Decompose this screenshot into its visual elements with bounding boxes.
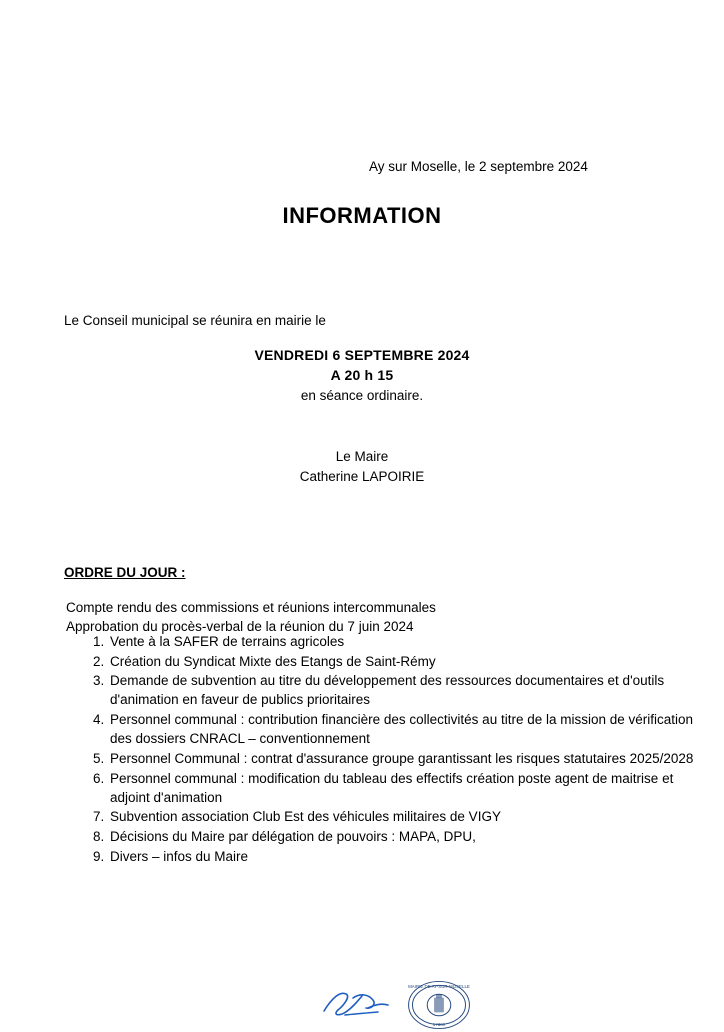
- list-item: 8. Décisions du Maire par délégation de pouvoirs : MAPA, DPU,: [108, 827, 712, 846]
- meeting-details: [0, 345, 724, 405]
- agenda-intro-line: Approbation du procès-verbal de la réunion du 7 juin 2024: [66, 619, 414, 635]
- meeting-date: VENDREDI 6 SEPTEMBRE 2024: [254, 347, 470, 363]
- agenda-list: [66, 632, 712, 866]
- list-item: 4. Personnel communal : contribution financière des collectivités au titre de la mission de vérification des dossiers CNRACL – conventionnement: [108, 710, 712, 748]
- intro-paragraph: Le Conseil municipal se réunira en mairie le: [64, 313, 326, 328]
- list-item: 7. Subvention association Club Est des véhicules militaires de VIGY: [108, 807, 712, 826]
- list-item: 9. Divers – infos du Maire: [108, 847, 712, 866]
- svg-text:MAIRIE DE AY-SUR-MOSELLE: MAIRIE DE AY-SUR-MOSELLE: [408, 983, 470, 989]
- page-title: INFORMATION: [282, 203, 442, 228]
- signature-block: [0, 447, 724, 486]
- signer-name: Catherine LAPOIRIE: [299, 468, 425, 484]
- svg-text:57300: 57300: [432, 1022, 446, 1028]
- meeting-time: A 20 h 15: [330, 367, 394, 384]
- list-item: 5. Personnel Communal : contrat d'assurance groupe garantissant les risques statutaires 2025/2028: [108, 749, 712, 768]
- list-item: 3. Demande de subvention au titre du développement des ressources documentaires et d'outils d'animation en faveur de publics prioritaires: [108, 671, 712, 709]
- agenda-intro: [66, 598, 666, 636]
- agenda-heading: ORDRE DU JOUR :: [64, 565, 186, 580]
- signer-role: Le Maire: [335, 449, 389, 464]
- list-item: 6. Personnel communal : modification du tableau des effectifs création poste agent de maitrise et adjoint d'animation: [108, 769, 712, 807]
- list-item: 2. Création du Syndicat Mixte des Etangs de Saint-Rémy: [108, 652, 712, 671]
- agenda-intro-line: Compte rendu des commissions et réunions intercommunales: [66, 600, 436, 615]
- handwritten-signature-icon: [318, 983, 398, 1023]
- list-item: 1. Vente à la SAFER de terrains agricoles: [108, 632, 712, 651]
- place-and-date: Ay sur Moselle, le 2 septembre 2024: [369, 159, 588, 174]
- meeting-kind: en séance ordinaire.: [300, 387, 424, 403]
